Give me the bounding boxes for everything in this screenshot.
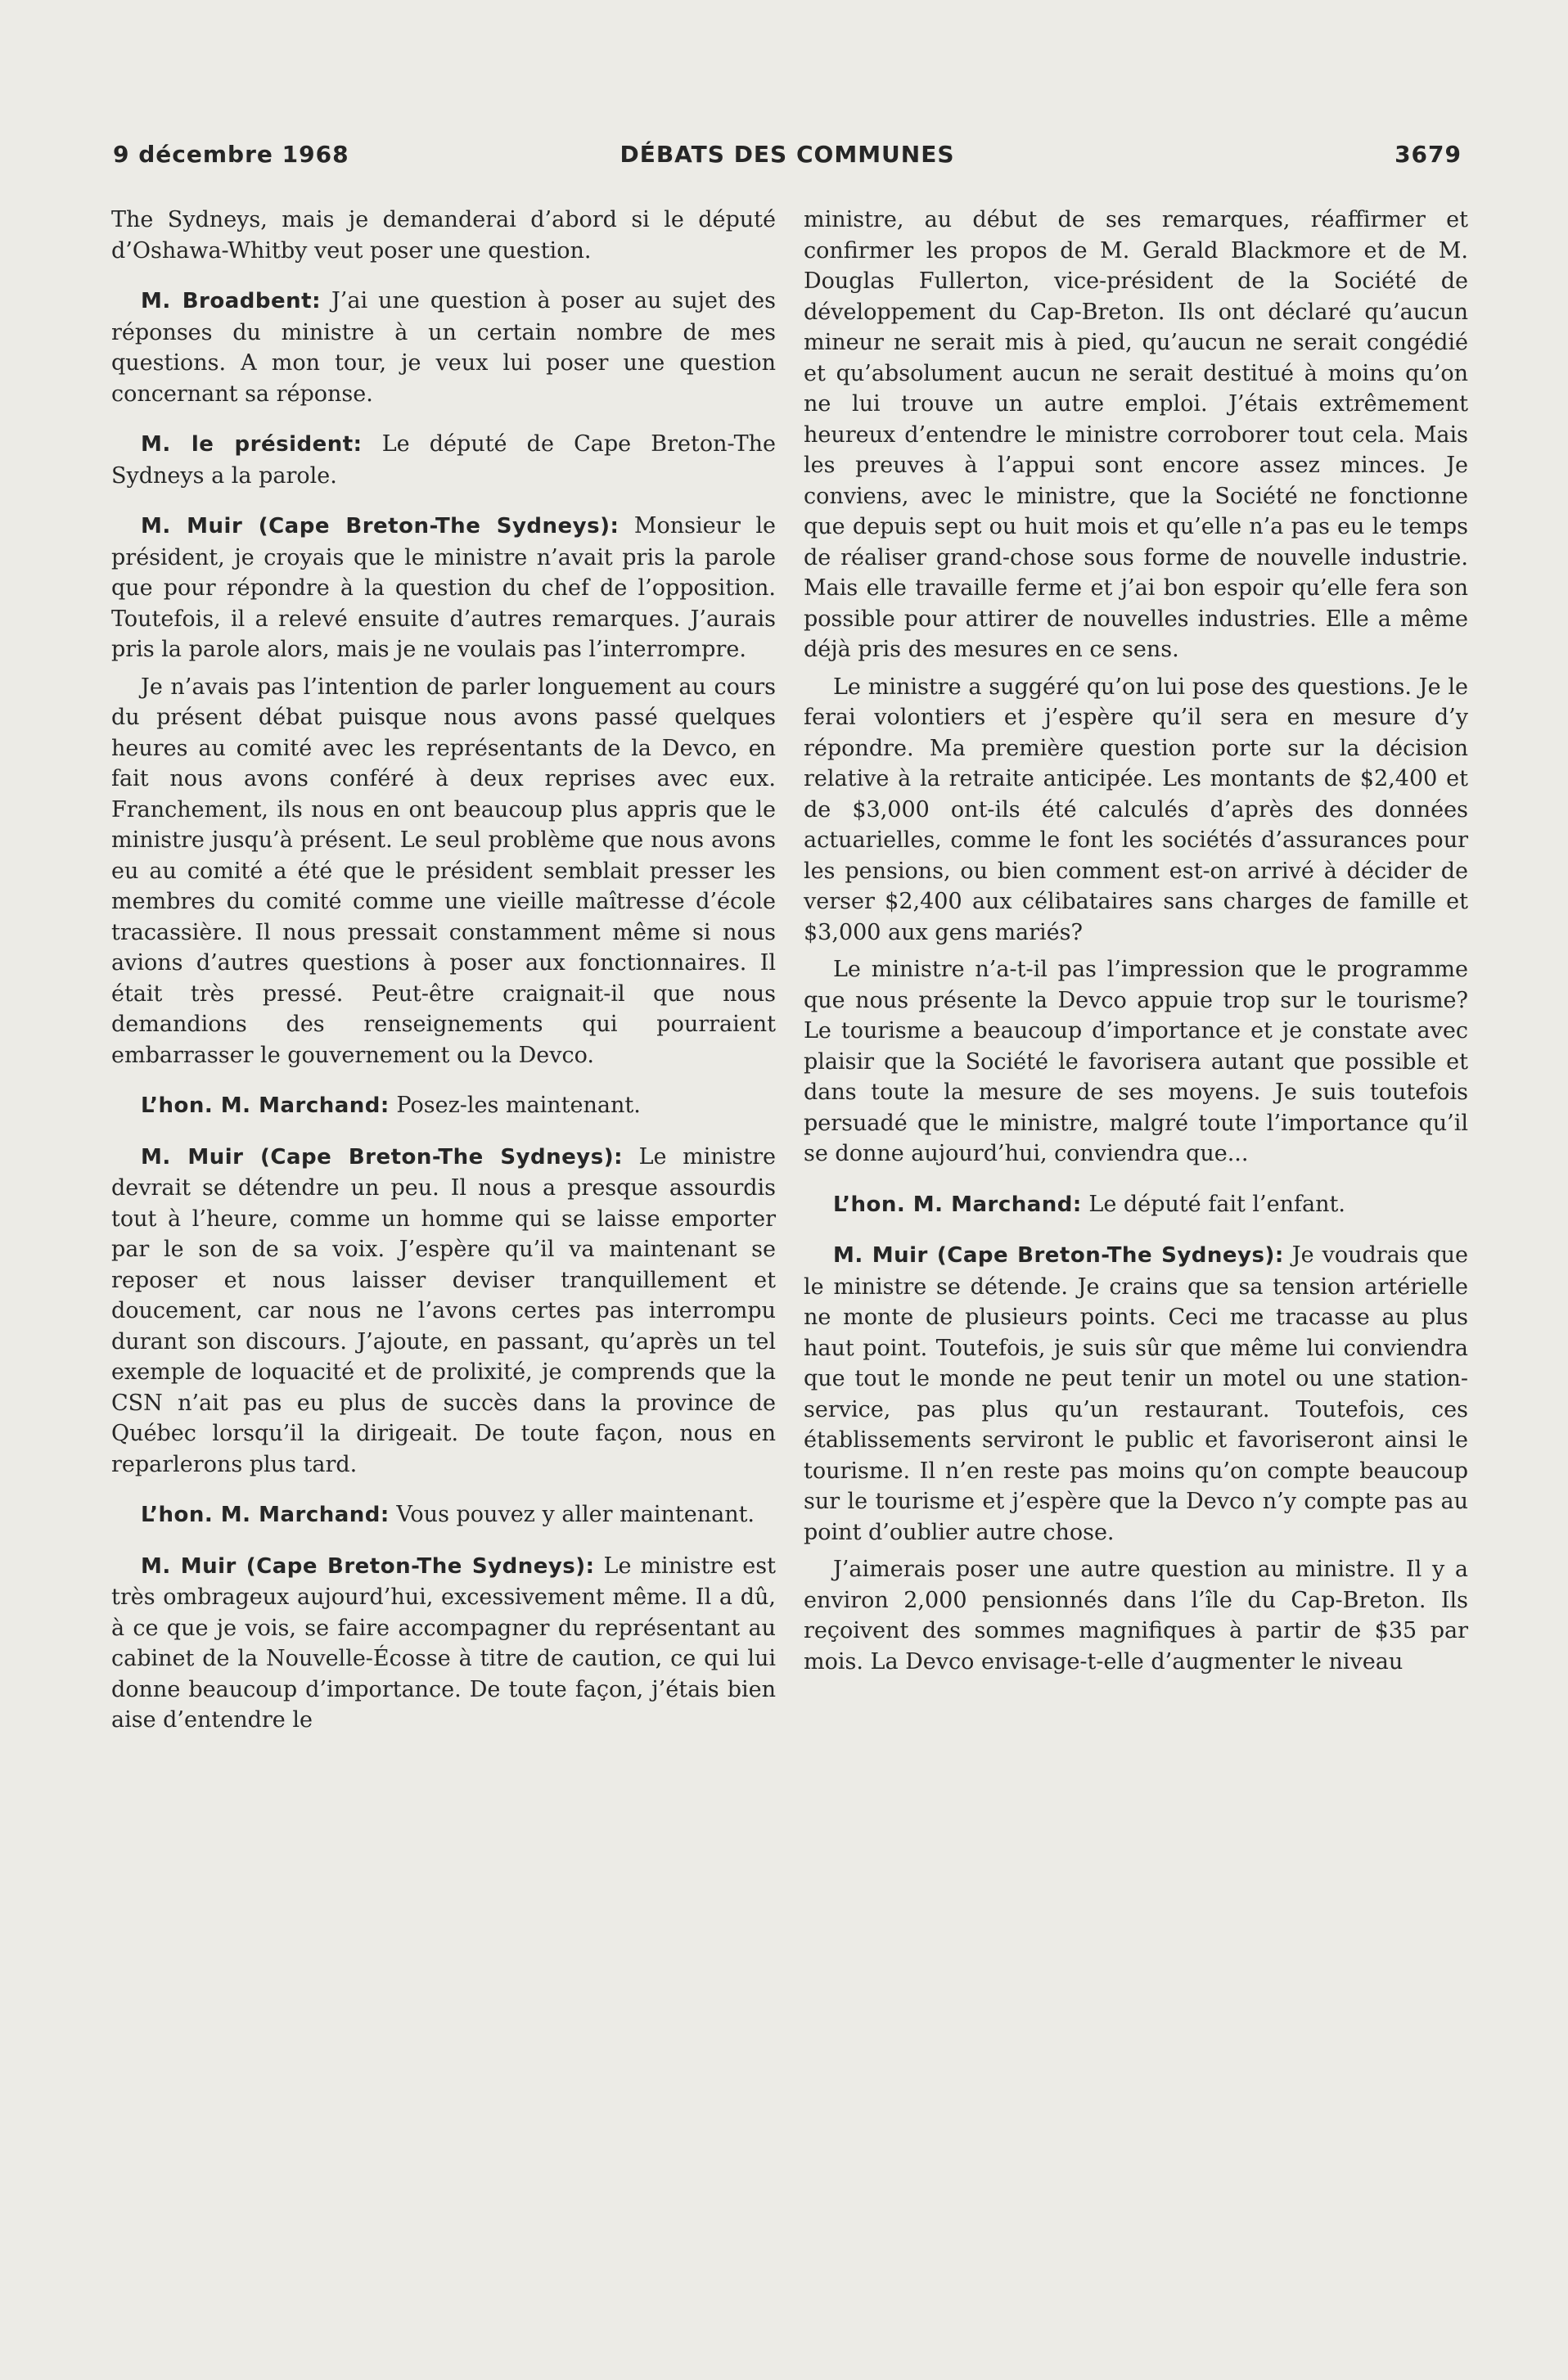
speaker-name: M. Muir (Cape Breton-The Sydneys): [141,1144,623,1170]
paragraph-text: ministre, au début de ses remarques, réaffirmer et confirmer les propos de M. Gerald Blackmore et de M. Douglas Fullerton, vice-président de la Société de développement du Cap-Breton. Ils ont déclaré qu’aucun mineur ne serait mis à pied, qu’aucun ne serait congédié et qu’absolument aucun ne serait destitué à moins qu’on ne lui trouve un autre emploi. J’étais extrêmement heureux d’entendre le ministre corroborer tout cela. Mais les preuves à l’appui sont encore assez minces. Je conviens, avec le ministre, que la Société ne fonctionne que depuis sept ou huit mois et qu’elle n’a pas eu le temps de réaliser grand-chose sous forme de nouvelle industrie. Mais elle travaille ferme et j’ai bon espoir qu’elle fera son possible pour attirer de nouvelles industries. Elle a même déjà pris des mesures en ce sens. [804,207,1468,662]
speaker-name: L’hon. M. Marchand: [141,1093,390,1118]
paragraph-text: Vous pouvez y aller maintenant. [396,1502,755,1527]
paragraph-text: Le ministre n’a-t-il pas l’impression que le programme que nous présente la Devco appuie trop sur le tourisme? Le tourisme a beaucoup d’importance et je constate avec plaisir que la Société le favorisera autant que possible et dans toute la mesure de ses moyens. Je suis toutefois persuadé que le ministre, malgré toute l’importance qu’il se donne aujourd’hui, conviendra que... [804,957,1468,1166]
paragraph [804,954,1468,1170]
paragraph [804,672,1468,949]
paragraph-text: Le ministre a suggéré qu’on lui pose des questions. Je le ferai volontiers et j’espère qu’il sera en mesure d’y répondre. Ma première question porte sur la décision relative à la retraite anticipée. Les montants de $2,400 et de $3,000 ont-ils été calculés d’après des données actuarielles, comme le font les sociétés d’assurances pour les pensions, ou bien comment est-on arrivé à décider de verser $2,400 aux célibataires sans charges de famille et $3,000 aux gens mariés? [804,674,1468,945]
paragraph [111,205,776,266]
paragraph [111,1142,776,1481]
paragraph-text: Monsieur le président, je croyais que le ministre n’avait pris la parole que pour répondre à la question du chef de l’opposition. Toutefois, il a relevé ensuite d’autres remarques. J’aurais pris la parole alors, mais je ne voulais pas l’interrompre. [111,513,776,662]
paragraph [111,429,776,491]
page-header [113,141,1462,174]
paragraph [804,1240,1468,1548]
speaker-name: M. Muir (Cape Breton-The Sydneys): [141,1553,595,1579]
speaker-name: M. Muir (Cape Breton-The Sydneys): [833,1243,1284,1268]
left-column [111,205,776,1736]
paragraph [804,1554,1468,1677]
paragraph-text: Le député de Cape Breton-The Sydneys a la parole. [111,431,777,489]
paragraph-text: Le ministre est très ombrageux aujourd’hui, excessivement même. Il a dû, à ce que je vois, se faire accompagner du représentant au cabinet de la Nouvelle-Écosse à titre de caution, ce qui lui donne beaucoup d’importance. De toute façon, j’étais bien aise d’entendre le [111,1553,776,1733]
paragraph [804,1189,1468,1221]
paragraph-text: The Sydneys, mais je demanderai d’abord si le député d’Oshawa-Whitby veut poser une question. [111,207,776,264]
speaker-name: L’hon. M. Marchand: [141,1503,390,1527]
paragraph-text: J’ai une question à poser au sujet des réponses du ministre à un certain nombre de mes questions. A mon tour, je veux lui poser une question concernant sa réponse. [111,288,776,407]
paragraph-text: Le ministre devrait se détendre un peu. Il nous a presque assourdis tout à l’heure, comme un homme qui se laisse emporter par le son de sa voix. J’espère qu’il va maintenant se reposer et nous laisser deviser tranquillement et doucement, car nous ne l’avons certes pas interrompu durant son discours. J’ajoute, en passant, qu’après un tel exemple de loquacité et de prolixité, je comprends que la CSN n’ait pas eu plus de succès dans la province de Québec lorsqu’il la dirigeait. De toute façon, nous en reparlerons plus tard. [111,1143,776,1477]
paragraph [111,1090,776,1122]
paragraph [111,672,776,1071]
paragraph [111,1551,776,1736]
paragraph-text: J’aimerais poser une autre question au ministre. Il y a environ 2,000 pensionnés dans l’île du Cap-Breton. Ils reçoivent des sommes magnifiques à partir de $35 par mois. La Devco envisage-t-elle d’augmenter le niveau [804,1557,1468,1675]
header-date: 9 décembre 1968 [113,141,349,168]
speaker-name: M. Broadbent: [141,289,321,313]
paragraph-text: Je voudrais que le ministre se détende. Je crains que sa tension artérielle ne monte de plusieurs points. Ceci me tracasse au plus haut point. Toutefois, je suis sûr que même lui conviendra que tout le monde ne peut tenir un motel ou une station-service, pas plus qu’un restaurant. Toutefois, ces établissements serviront le public et favoriseront ainsi le tourisme. Il n’en reste pas moins qu’on compte beaucoup sur le tourisme et j’espère que la Devco n’y compte pas au point d’oublier autre chose. [804,1242,1468,1545]
speaker-name: M. le président: [141,432,363,457]
header-title: DÉBATS DES COMMUNES [620,141,955,168]
speaker-name: M. Muir (Cape Breton-The Sydneys): [141,514,620,539]
paragraph [804,205,1468,665]
right-column [804,205,1468,1677]
paragraph [111,511,776,665]
paragraph [111,286,776,409]
header-page-number: 3679 [1395,141,1462,168]
speaker-name: L’hon. M. Marchand: [833,1192,1082,1217]
paragraph-text: Posez-les maintenant. [396,1093,641,1118]
paragraph [111,1499,776,1531]
paragraph-text: Le député fait l’enfant. [1088,1191,1345,1217]
paragraph-text: Je n’avais pas l’intention de parler longuement au cours du présent débat puisque nous avons passé quelques heures au comité avec les représentants de la Devco, en fait nous avons conféré à deux reprises avec eux. Franchement, ils nous en ont beaucoup plus appris que le ministre jusqu’à présent. Le seul problème que nous avons eu au comité a été que le président semblait presser les membres du comité comme une vieille maîtresse d’école tracassière. Il nous pressait constamment même si nous avions d’autres questions à poser aux fonctionnaires. Il était très pressé. Peut-être craignait-il que nous demandions des renseignements qui pourraient embarrasser le gouvernement ou la Devco. [111,674,776,1068]
